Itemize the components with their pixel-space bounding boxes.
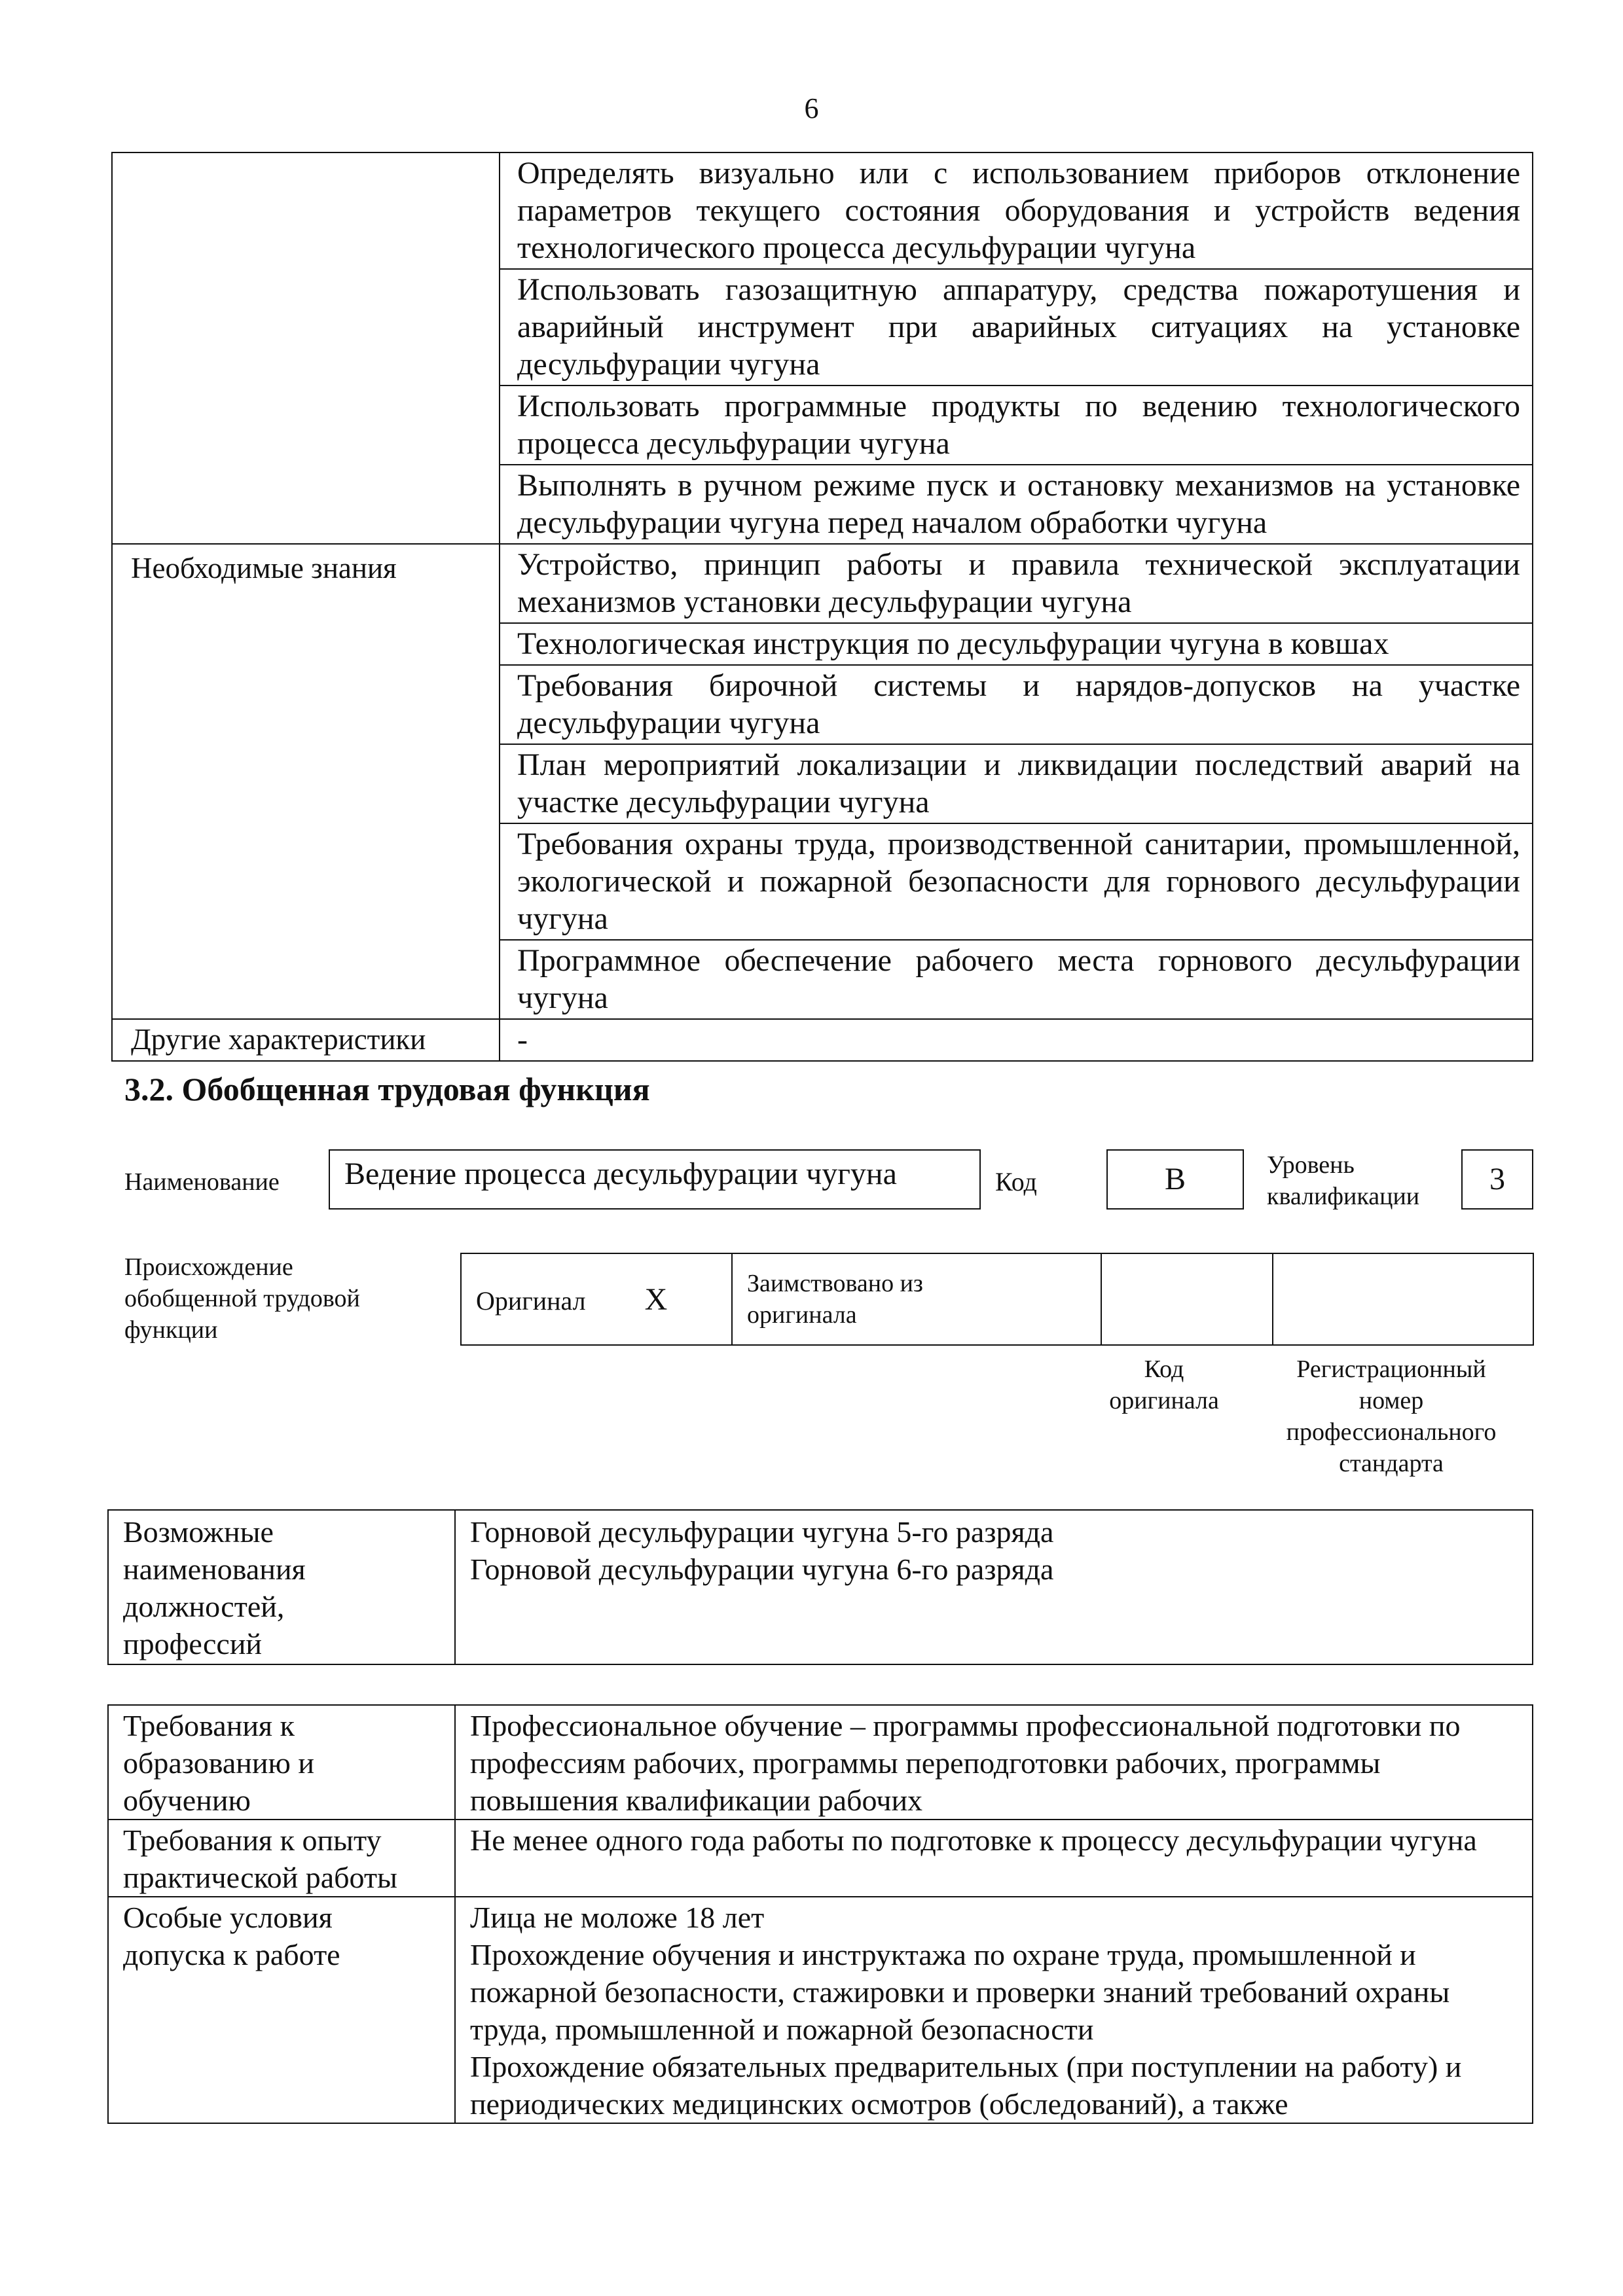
origin-label-line: функции bbox=[124, 1316, 218, 1344]
skill-row: Использовать газозащитную аппаратуру, средства пожаротушения и аварийный инструмент при аварийных ситуациях на установке десульфурации чугуна bbox=[500, 269, 1533, 386]
function-name-box: Ведение процесса десульфурации чугуна bbox=[329, 1149, 981, 1210]
positions-label-line: профессий bbox=[123, 1627, 263, 1660]
skill-row: Использовать программные продукты по ведению технологического процесса десульфурации чугуна bbox=[500, 386, 1533, 465]
requirement-label-line: обучению bbox=[123, 1784, 251, 1817]
origin-label-line: обобщенной трудовой bbox=[124, 1285, 360, 1312]
original-mark: X bbox=[644, 1282, 668, 1317]
requirement-label-line: практической работы bbox=[123, 1861, 397, 1894]
code-value-box: B bbox=[1106, 1149, 1244, 1210]
registration-number-cell bbox=[1273, 1253, 1533, 1345]
position-name: Горновой десульфурации чугуна 6-го разряда bbox=[470, 1552, 1054, 1586]
requirement-label-line: Требования к bbox=[123, 1709, 295, 1742]
original-label: Оригинал bbox=[476, 1285, 586, 1316]
borrowed-label-line: оригинала bbox=[747, 1301, 857, 1329]
knowledge-row: Технологическая инструкция по десульфурации чугуна в ковшах bbox=[500, 623, 1533, 665]
positions-label-line: Возможные bbox=[123, 1515, 274, 1549]
page-number: 6 bbox=[804, 92, 819, 124]
code-label: Код bbox=[995, 1167, 1037, 1196]
caption-line: номер bbox=[1359, 1387, 1424, 1414]
knowledge-row: Требования бирочной системы и нарядов-допусков на участке десульфурации чугуна bbox=[500, 665, 1533, 744]
original-code-cell bbox=[1101, 1253, 1273, 1345]
qualification-level-label bbox=[1267, 1149, 1419, 1212]
qualification-level-box: 3 bbox=[1461, 1149, 1533, 1210]
requirement-label-line: Требования к опыту bbox=[123, 1823, 382, 1857]
knowledge-row: Требования охраны труда, производственной санитарии, промышленной, экологической и пожарной безопасности для горнового десульфурации чугуна bbox=[500, 823, 1533, 940]
origin-label-line: Происхождение bbox=[124, 1253, 293, 1281]
original-cell bbox=[461, 1253, 732, 1345]
requirement-label-line: образованию и bbox=[123, 1746, 314, 1780]
skill-row: Выполнять в ручном режиме пуск и остановку механизмов на установке десульфурации чугуна перед началом обработки чугуна bbox=[500, 465, 1533, 544]
other-characteristics-label: Другие характеристики bbox=[112, 1019, 500, 1061]
requirement-label-line: Особые условия bbox=[123, 1901, 333, 1934]
requirement-text-line: Прохождение обучения и инструктажа по охране труда, промышленной и пожарной безопасности, стажировки и проверки знаний требований охраны труда, промышленной и пожарной безопасности bbox=[470, 1938, 1450, 2046]
positions-table bbox=[107, 1509, 1533, 1665]
section-title: 3.2. Обобщенная трудовая функция bbox=[124, 1071, 650, 1107]
skills-knowledge-table bbox=[111, 152, 1533, 1062]
position-name: Горновой десульфурации чугуна 5-го разряда bbox=[470, 1515, 1054, 1549]
positions-label-line: должностей, bbox=[123, 1590, 285, 1623]
requirement-text-line: Лица не моложе 18 лет bbox=[470, 1901, 765, 1934]
skill-row: Определять визуально или с использованием приборов отклонение параметров текущего состояния оборудования и устройств ведения технологического процесса десульфурации чугуна bbox=[500, 152, 1533, 269]
caption-line: оригинала bbox=[1109, 1387, 1219, 1414]
requirement-label bbox=[108, 1705, 455, 1820]
borrowed-cell bbox=[732, 1253, 1101, 1345]
requirements-table bbox=[107, 1704, 1533, 2124]
level-label-line: квалификации bbox=[1267, 1183, 1420, 1210]
knowledge-label: Необходимые знания bbox=[112, 544, 500, 1019]
other-characteristics-value: - bbox=[500, 1019, 1533, 1061]
level-label-line: Уровень bbox=[1267, 1151, 1355, 1179]
origin-table bbox=[460, 1253, 1534, 1346]
positions-label-line: наименования bbox=[123, 1552, 306, 1586]
requirement-label bbox=[108, 1897, 455, 2123]
requirement-label-line: допуска к работе bbox=[123, 1938, 340, 1971]
caption-line: Код bbox=[1144, 1355, 1184, 1383]
borrowed-label-line: Заимствовано из bbox=[747, 1270, 923, 1297]
registration-number-caption bbox=[1247, 1354, 1535, 1479]
name-label: Наименование bbox=[124, 1168, 280, 1196]
caption-line: Регистрационный bbox=[1296, 1355, 1486, 1383]
skills-label-cell bbox=[112, 152, 500, 544]
positions-values bbox=[455, 1510, 1533, 1664]
origin-label bbox=[124, 1251, 360, 1346]
requirement-text bbox=[455, 1897, 1533, 2123]
requirement-text: Не менее одного года работы по подготовке к процессу десульфурации чугуна bbox=[455, 1820, 1533, 1897]
requirement-text: Профессиональное обучение – программы профессиональной подготовки по профессиям рабочих, программы переподготовки рабочих, программы повышения квалификации рабочих bbox=[455, 1705, 1533, 1820]
knowledge-row: Устройство, принцип работы и правила технической эксплуатации механизмов установки десульфурации чугуна bbox=[500, 544, 1533, 623]
caption-line: стандарта bbox=[1339, 1450, 1444, 1477]
knowledge-row: План мероприятий локализации и ликвидации последствий аварий на участке десульфурации чугуна bbox=[500, 744, 1533, 823]
knowledge-row: Программное обеспечение рабочего места горнового десульфурации чугуна bbox=[500, 940, 1533, 1019]
requirement-label bbox=[108, 1820, 455, 1897]
positions-label bbox=[108, 1510, 455, 1664]
requirement-text-line: Прохождение обязательных предварительных (при поступлении на работу) и периодических медицинских осмотров (обследований), а также bbox=[470, 2050, 1462, 2121]
original-code-caption bbox=[1079, 1354, 1249, 1416]
caption-line: профессионального bbox=[1286, 1418, 1497, 1446]
